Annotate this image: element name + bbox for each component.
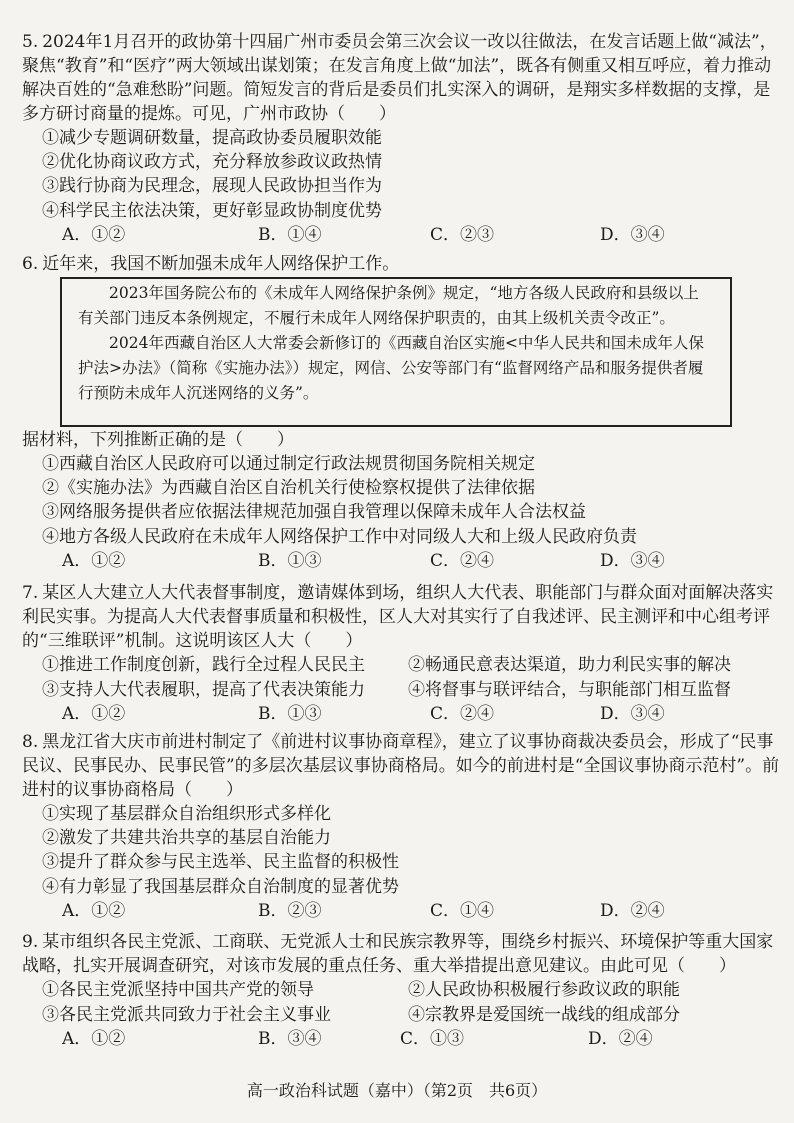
material-box bbox=[60, 277, 732, 427]
question-6-stem bbox=[22, 252, 780, 276]
option-row bbox=[42, 978, 780, 1003]
question-number: 6. bbox=[22, 254, 39, 274]
question-number: 5. bbox=[22, 32, 39, 52]
answer-choice-a: A．①② bbox=[62, 224, 126, 245]
question-7-stem bbox=[22, 581, 780, 653]
question-option: ④科学民主依法决策，更好彰显政协制度优势 bbox=[42, 200, 382, 221]
question-9-stem bbox=[22, 930, 780, 978]
option-row bbox=[42, 678, 780, 703]
answer-choice-b: B．②③ bbox=[258, 900, 322, 921]
question-option: ①各民主党派坚持中国共产党的领导 bbox=[42, 980, 314, 1000]
answer-choice-b: B．①④ bbox=[258, 224, 322, 245]
question-text: 近年来，我国不断加强未成年人网络保护工作。 bbox=[42, 254, 400, 274]
answer-choices bbox=[62, 1027, 780, 1051]
question-6 bbox=[22, 428, 780, 573]
question-text: 某市组织各民主党派、工商联、无党派人士和民族宗教界等，围绕乡村振兴、环境保护等重大国家战略，扎实开展调查研究，对该市发展的重点任务、重大举措提出意见建议。由此可见（ ） bbox=[22, 932, 774, 976]
answer-choice-a: A．①② bbox=[62, 550, 126, 571]
question-8-stem bbox=[22, 730, 780, 802]
question-5-stem bbox=[22, 30, 780, 126]
question-option: ②人民政协积极履行参政议政的职能 bbox=[408, 980, 680, 1000]
question-text: 黑龙江省大庆市前进村制定了《前进村议事协商章程》，建立了议事协商裁决委员会，形成了“民事民议、民事民办、民事民管”的多层次基层议事协商格局。如今的前进村是“全国议事协商示范村”。前进村的议事协商格局（ ） bbox=[22, 732, 780, 800]
answer-choice-b: B．①③ bbox=[258, 704, 322, 724]
answer-choice-c: C．①③ bbox=[400, 1029, 465, 1049]
answer-choice-d: D．②④ bbox=[588, 1029, 653, 1049]
answer-choice-a: A．①② bbox=[62, 900, 126, 921]
answer-choices bbox=[62, 899, 780, 923]
answer-choice-a: A．①② bbox=[62, 704, 126, 724]
answer-choice-b: B．③④ bbox=[258, 1029, 322, 1049]
question-option: ①减少专题调研数量，提高政协委员履职效能 bbox=[42, 128, 382, 148]
question-option: ③支持人大代表履职，提高了代表决策能力 bbox=[42, 679, 365, 700]
question-option: ②《实施办法》为西藏自治区自治机关行使检察权提供了法律依据 bbox=[42, 478, 535, 499]
question-option: ④将督事与联评结合，与职能部门相互监督 bbox=[408, 679, 731, 700]
option-row bbox=[42, 1003, 780, 1028]
question-text: 2024年1月召开的政协第十四届广州市委员会第三次会议一改以往做法，在发言话题上做“减法”，聚焦“教育”和“医疗”两大领域出谋划策；在发言角度上做“加法”，既各有侧重又相互呼应，着力推动解决百姓的“急难愁盼”问题。简短发言的背后是委员们扎实深入的调研，是翔实多样数据的支撑，是多方研讨商量的提炼。可见，广州市政协（ ） bbox=[22, 32, 777, 124]
answer-choice-c: C．②④ bbox=[430, 704, 495, 724]
answer-choice-a: A．①② bbox=[62, 1029, 126, 1049]
question-option: ②优化协商议政方式，充分释放参政议政热情 bbox=[42, 152, 382, 173]
material-paragraph: 2023年国务院公布的《未成年人网络保护条例》规定，“地方各级人民政府和县级以上有关部门违反本条例规定，不履行未成年人网络保护职责的，由其上级机关责令改正”。 bbox=[78, 284, 699, 327]
page-footer: 高一政治科试题（嘉中）（第2页 共6页） bbox=[246, 1081, 548, 1100]
question-option: ②激发了共建共治共享的基层自治能力 bbox=[42, 828, 331, 849]
material-paragraph: 2024年西藏自治区人大常委会新修订的《西藏自治区实施<中华人民共和国未成年人保护法>办法》（简称《实施办法》）规定，网信、公安等部门有“监督网络产品和服务提供者履行预防未成年人沉迷网络的义务”。 bbox=[78, 334, 704, 402]
question-text: 某区人大建立人大代表督事制度，邀请媒体到场，组织人大代表、职能部门与群众面对面解决落实利民实事。为提高人大代表督事质量和积极性，区人大对其实行了自我述评、民主测评和中心组考评的“三维联评”机制。这说明该区人大（ ） bbox=[22, 583, 774, 651]
question-option: ③践行协商为民理念，展现人民政协担当作为 bbox=[42, 176, 382, 197]
answer-choice-c: C．①④ bbox=[430, 900, 495, 921]
question-option: ①推进工作制度创新，践行全过程人民民主 bbox=[42, 655, 365, 675]
question-option: ③提升了群众参与民主选举、民主监督的积极性 bbox=[42, 852, 399, 873]
question-option: ④宗教界是爱国统一战线的组成部分 bbox=[408, 1004, 680, 1025]
answer-choice-d: D．②④ bbox=[600, 900, 665, 921]
question-option: ③网络服务提供者应依据法律规范加强自我管理以保障未成年人合法权益 bbox=[42, 502, 586, 523]
option-row bbox=[42, 653, 780, 678]
answer-choice-b: B．①③ bbox=[258, 550, 322, 571]
answer-choices bbox=[62, 223, 780, 247]
question-option: ③各民主党派共同致力于社会主义事业 bbox=[42, 1004, 331, 1025]
question-option: ①西藏自治区人民政府可以通过制定行政法规贯彻国务院相关规定 bbox=[42, 454, 535, 474]
question-number: 9. bbox=[22, 932, 39, 952]
answer-choice-c: C．②③ bbox=[430, 224, 495, 245]
question-6-lead: 据材料，下列推断正确的是（ ） bbox=[22, 430, 294, 450]
question-option: ②畅通民意表达渠道，助力利民实事的解决 bbox=[408, 655, 731, 675]
answer-choices bbox=[62, 702, 780, 726]
answer-choice-d: D．③④ bbox=[600, 224, 665, 245]
answer-choice-d: D．③④ bbox=[600, 704, 665, 724]
question-number: 8. bbox=[22, 732, 39, 752]
question-9 bbox=[22, 930, 780, 1051]
question-5 bbox=[22, 30, 780, 247]
question-option: ①实现了基层群众自治组织形式多样化 bbox=[42, 804, 331, 824]
answer-choice-c: C．②④ bbox=[430, 550, 495, 571]
question-number: 7. bbox=[22, 583, 39, 603]
answer-choices bbox=[62, 549, 780, 573]
question-7 bbox=[22, 581, 780, 726]
answer-choice-d: D．③④ bbox=[600, 550, 665, 571]
question-8 bbox=[22, 730, 780, 923]
question-option: ④有力彰显了我国基层群众自治制度的显著优势 bbox=[42, 876, 399, 897]
question-option: ④地方各级人民政府在未成年人网络保护工作中对同级人大和上级人民政府负责 bbox=[42, 526, 637, 547]
